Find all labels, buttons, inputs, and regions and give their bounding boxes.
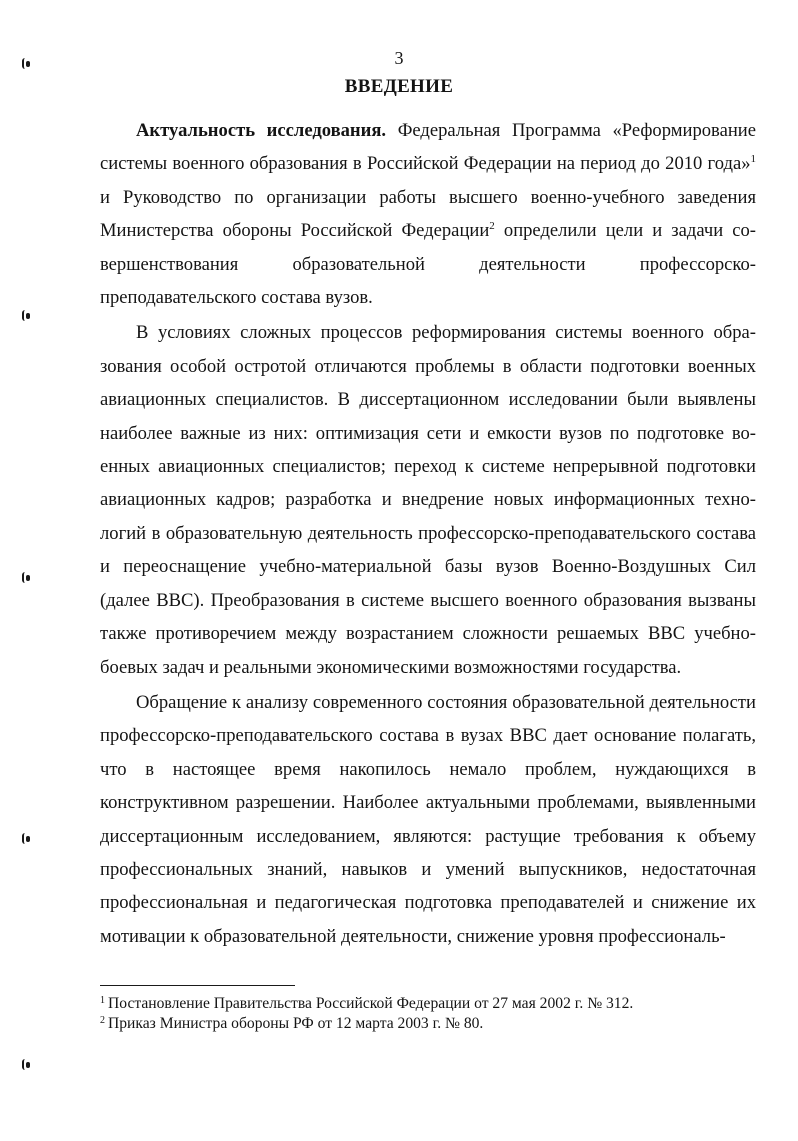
paragraph-text: Федеральная Программа «Реформирование системы военного образования в Российской Федерации на период до 2010 года» bbox=[100, 120, 756, 175]
paragraph-text: и Руководство по организации работы высшего военно-учебного заведения Министерства обороны Российской Федерации bbox=[100, 186, 756, 242]
footnote-text: Приказ Министра обороны РФ от 12 марта 2003 г. № 80. bbox=[108, 1015, 484, 1032]
footnote-reference: 1 bbox=[750, 153, 756, 166]
footnote-marker: 1 bbox=[100, 995, 105, 1006]
binding-hole-mark bbox=[22, 1059, 30, 1070]
footnotes bbox=[100, 994, 756, 1034]
body-text bbox=[100, 114, 756, 953]
lead-term: Актуальность исследования. bbox=[136, 120, 387, 141]
binding-hole-mark bbox=[22, 572, 30, 583]
footnote-text: Постановление Правительства Российской Федерации от 27 мая 2002 г. № 312. bbox=[108, 995, 634, 1012]
footnote-1 bbox=[100, 994, 756, 1014]
footnote-reference: 2 bbox=[489, 220, 495, 233]
binding-hole-mark bbox=[22, 310, 30, 321]
chapter-heading: ВВЕДЕНИЕ bbox=[344, 76, 454, 97]
footnote-marker: 2 bbox=[100, 1015, 105, 1026]
binding-hole-mark bbox=[22, 833, 30, 844]
footnote-separator bbox=[100, 985, 295, 986]
paragraph-analysis: Обращение к анализу современного состояния образовательной деятельности профессорско-преподавательского состава в вузах ВВС дает основание полагать, что в настоящее время накопилось немало проблем, нуждающихся в конструктивном разрешении. Наиболее актуальными проблемами, выявленными диссертационным исследованием, являются: растущие требования к объему профессиональных знаний, навыков и умений выпускников, недостаточная профессиональная и педагогическая подготовка преподавателей и снижение их мотивации к образовательной деятельности, снижение уровня профессиональ- bbox=[100, 691, 756, 947]
paragraph-reform-conditions: В условиях сложных процессов реформирования системы военного образования особой остротой отличаются проблемы в области подготовки военных авиационных специалистов. В диссертационном исследовании были выявлены наиболее важные из них: оптимизация сети и емкости вузов по подготовке военных авиационных специалистов; переход к системе непрерывной подготовки авиационных кадров; разработка и внедрение новых информационных технологий в образовательную деятельность профессорско-преподавательского состава и переоснащение учебно-материальной базы вузов Военно-Воздушных Сил (далее ВВС). Преобразования в системе высшего военного образования вызваны также противоречием между возрастанием сложности решаемых ВВС учебно-боевых задач и реальными экономическими возможностями государства. bbox=[100, 322, 756, 678]
footnote-2 bbox=[100, 1014, 756, 1034]
page-number: 3 bbox=[394, 48, 404, 68]
paragraph-relevance bbox=[100, 114, 756, 314]
paragraph-text: определили цели и задачи совершенствования образовательной деятельности профессорско-преподавательского состава вузов. bbox=[100, 220, 756, 309]
